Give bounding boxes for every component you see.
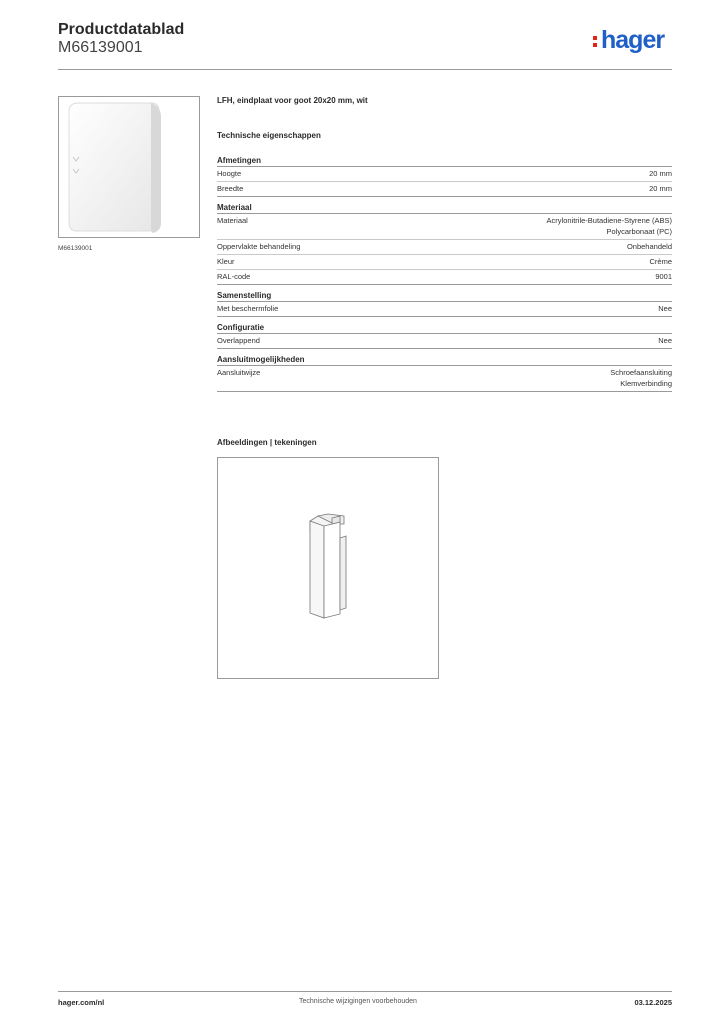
spec-row — [217, 334, 672, 349]
product-code: M66139001 — [58, 39, 143, 56]
spec-group — [217, 154, 672, 197]
spec-row — [217, 270, 672, 285]
product-name: LFH, eindplaat voor goot 20x20 mm, wit — [217, 96, 368, 105]
spec-row — [217, 167, 672, 182]
spec-group-title: Samenstelling — [217, 289, 672, 302]
footer-divider — [58, 991, 672, 992]
spec-group-title: Afmetingen — [217, 154, 672, 167]
spec-label: Met beschermfolie — [217, 304, 279, 313]
header-divider — [58, 69, 672, 70]
spec-group — [217, 321, 672, 349]
spec-group-title: Aansluitmogelijkheden — [217, 353, 672, 366]
brand-logo — [593, 26, 664, 55]
footer-date: 03.12.2025 — [634, 998, 672, 1007]
spec-label: Breedte — [217, 184, 244, 193]
brand-name: hager — [601, 26, 665, 54]
spec-label: Kleur — [217, 257, 235, 266]
spec-row — [217, 302, 672, 317]
spec-row — [217, 182, 672, 197]
spec-label: RAL-code — [217, 272, 251, 281]
spec-group — [217, 201, 672, 285]
spec-label: Materiaal — [217, 216, 248, 225]
photo-caption: M66139001 — [58, 245, 93, 252]
spec-value: Schroefaansluiting Klemverbinding — [610, 368, 672, 388]
page-title: Productdatablad — [58, 21, 185, 38]
spec-group — [217, 353, 672, 392]
footer-website: hager.com/nl — [58, 998, 105, 1007]
spec-row — [217, 240, 672, 255]
spec-value: Acrylonitrile-Butadiene-Styrene (ABS) Polycarbonaat (PC) — [546, 216, 672, 236]
spec-value: 9001 — [655, 272, 672, 281]
spec-value: 20 mm — [649, 169, 672, 178]
spec-group-title: Configuratie — [217, 321, 672, 334]
spec-row — [217, 366, 672, 392]
spec-table — [217, 150, 672, 392]
product-photo — [58, 96, 200, 238]
spec-value: Nee — [658, 304, 672, 313]
logo-dots-icon — [593, 33, 599, 50]
spec-group-title: Materiaal — [217, 201, 672, 214]
spec-value: 20 mm — [649, 184, 672, 193]
spec-label: Overlappend — [217, 336, 260, 345]
end-plate-photo-icon — [59, 97, 199, 237]
spec-label: Hoogte — [217, 169, 242, 178]
tech-heading: Technische eigenschappen — [217, 131, 321, 140]
spec-value: Nee — [658, 336, 672, 345]
technical-drawing — [217, 457, 439, 679]
spec-label: Aansluitwijze — [217, 368, 261, 377]
spec-row — [217, 214, 672, 240]
end-plate-drawing-icon — [218, 458, 438, 678]
images-heading: Afbeeldingen | tekeningen — [217, 438, 317, 447]
spec-group — [217, 289, 672, 317]
footer-disclaimer: Technische wijzigingen voorbehouden — [299, 998, 417, 1005]
spec-row — [217, 255, 672, 270]
spec-label: Oppervlakte behandeling — [217, 242, 301, 251]
spec-value: Onbehandeld — [626, 242, 672, 251]
spec-value: Crème — [649, 257, 672, 266]
